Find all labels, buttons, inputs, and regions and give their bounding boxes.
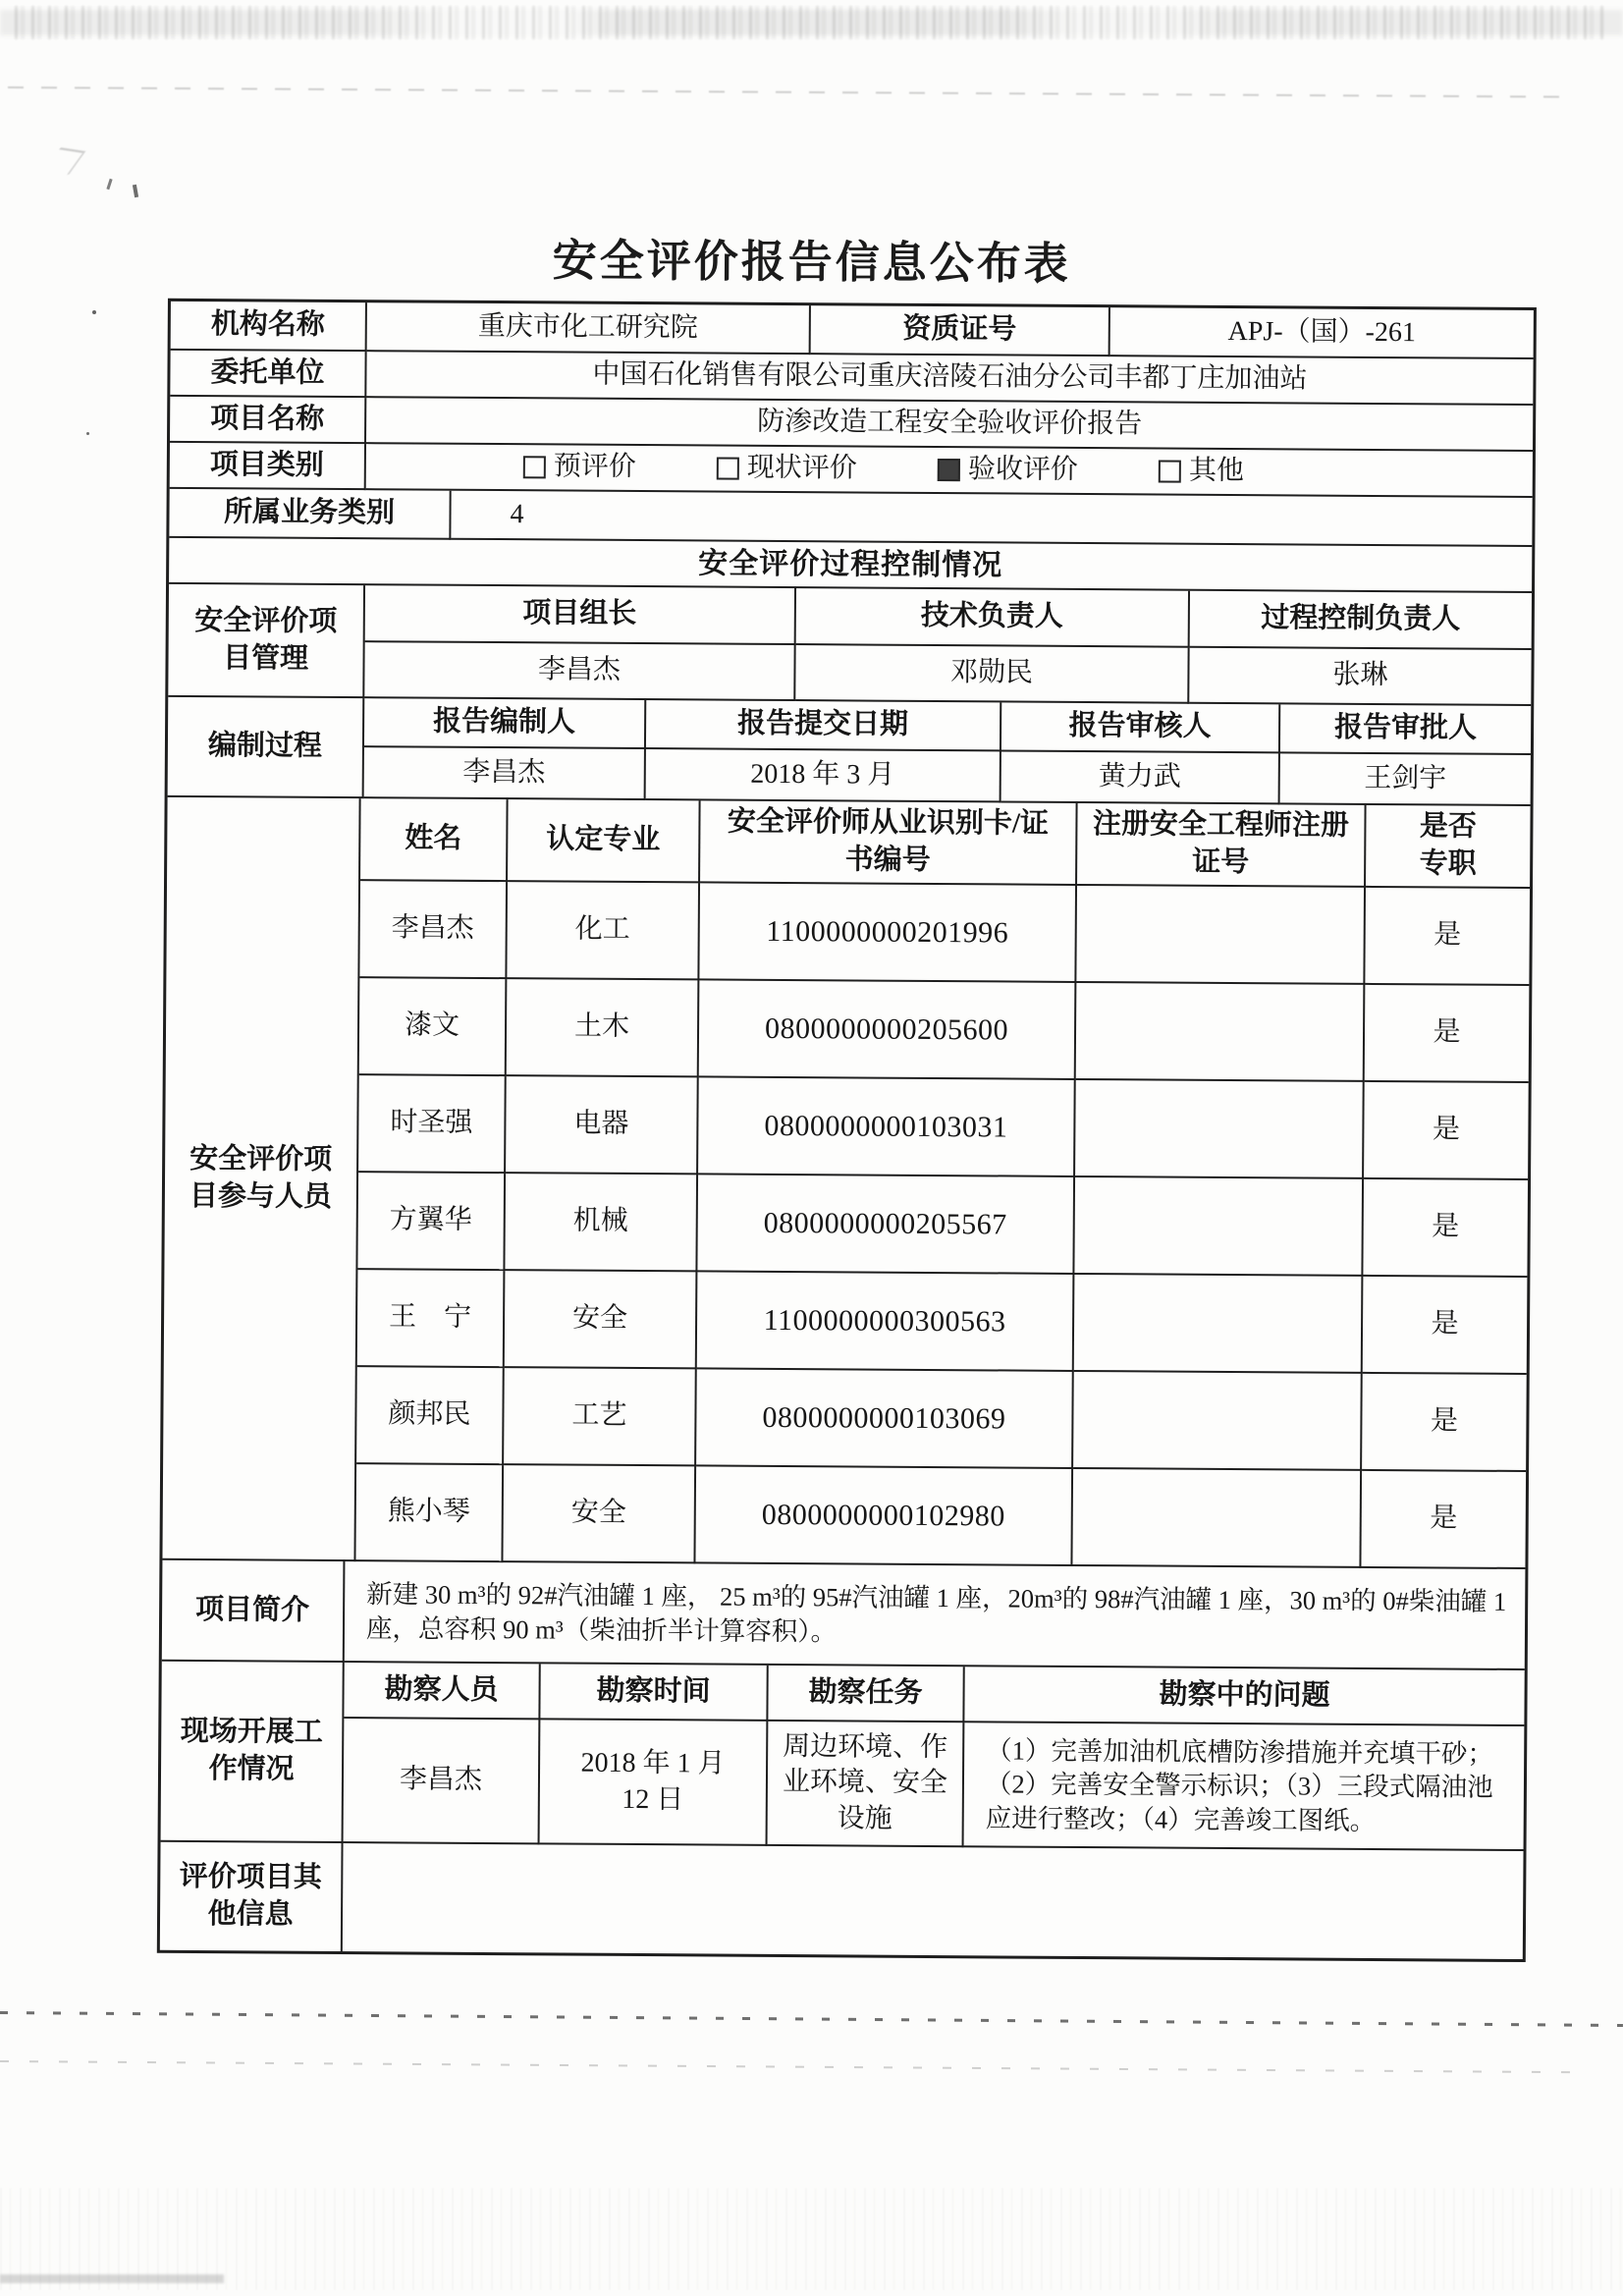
- checkbox-checked-icon: [938, 459, 960, 481]
- project-management-grid: [364, 585, 1532, 706]
- process-control-lead-header: 过程控制负责人: [1190, 591, 1532, 650]
- management-values-row: [364, 642, 1531, 706]
- compilation-grid: [364, 698, 1532, 806]
- safety-evaluation-form: [157, 299, 1537, 1962]
- participant-card-number: 0800000000103069: [696, 1369, 1074, 1469]
- col-name-header: 姓名: [360, 798, 509, 882]
- participant-reg-number: [1075, 1080, 1365, 1179]
- participant-reg-number: [1076, 886, 1366, 985]
- scan-noise-bottom: [0, 2188, 1623, 2290]
- participant-card-number: 0800000000102980: [695, 1466, 1073, 1566]
- ink-speck: [92, 310, 96, 314]
- option-pre-evaluation: [523, 450, 636, 486]
- participant-reg-number: [1074, 1177, 1364, 1277]
- report-author-value: 李昌杰: [364, 747, 646, 800]
- participant-name: 李昌杰: [359, 881, 508, 979]
- site-work-grid: [344, 1663, 1525, 1851]
- site-work-header-row: [344, 1663, 1524, 1726]
- report-reviewer-value: 黄力武: [1001, 751, 1280, 804]
- participant-card-number: 0800000000205567: [697, 1175, 1075, 1275]
- option-label: 验收评价: [967, 454, 1078, 486]
- survey-task-value: 周边环境、作业环境、安全设施: [768, 1722, 965, 1847]
- client-value: 中国石化销售有限公司重庆涪陵石油分公司丰都丁庄加油站: [366, 352, 1533, 406]
- checkbox-icon: [523, 456, 546, 478]
- participant-major: 机械: [505, 1174, 698, 1272]
- other-info-label: 评价项目其他信息: [160, 1842, 344, 1951]
- org-name-value: 重庆市化工研究院: [367, 302, 811, 355]
- participants-label: 安全评价项目参与人员: [162, 797, 360, 1561]
- participant-name: 颜邦民: [356, 1367, 505, 1465]
- participant-row: [356, 1367, 1527, 1472]
- org-name-label: 机构名称: [171, 301, 367, 352]
- row-compilation-process: [168, 697, 1532, 806]
- participant-reg-number: [1073, 1372, 1363, 1471]
- option-label: 预评价: [553, 451, 636, 483]
- compilation-values-row: [364, 747, 1531, 806]
- participant-major: 土木: [507, 979, 700, 1077]
- project-leader-header: 项目组长: [365, 585, 796, 645]
- project-name-value: 防渗改造工程安全验收评价报告: [366, 398, 1533, 452]
- project-leader-value: 李昌杰: [364, 642, 795, 701]
- business-type-label: 所属业务类别: [169, 489, 451, 540]
- participant-name: 王 宁: [357, 1270, 506, 1368]
- survey-time-header: 勘察时间: [540, 1664, 768, 1722]
- ink-speck: [86, 432, 89, 435]
- form-sheet: [2, 0, 1623, 1931]
- participant-fulltime: 是: [1362, 1374, 1527, 1472]
- participant-major: 工艺: [504, 1368, 697, 1466]
- scan-noise-band-overlay: [0, 10, 1623, 35]
- survey-person-header: 勘察人员: [344, 1663, 540, 1720]
- col-major-header: 认定专业: [508, 799, 701, 883]
- report-author-header: 报告编制人: [364, 698, 646, 749]
- participant-row: [359, 978, 1530, 1083]
- option-label: 其他: [1188, 456, 1244, 487]
- ink-speck: [133, 185, 138, 197]
- participant-row: [359, 881, 1530, 986]
- participant-card-number: 1100000000201996: [699, 883, 1077, 983]
- compilation-header-row: [364, 698, 1531, 755]
- col-reg-header: 注册安全工程师注册证号: [1077, 803, 1367, 888]
- participant-major: 安全: [505, 1271, 698, 1369]
- tech-lead-value: 邓勋民: [795, 645, 1189, 704]
- tech-lead-header: 技术负责人: [796, 588, 1190, 648]
- project-category-options: [366, 444, 1533, 498]
- compilation-label: 编制过程: [168, 697, 365, 798]
- ink-speck: [106, 179, 112, 190]
- survey-time-value: 2018 年 1 月 12 日: [540, 1720, 769, 1846]
- row-business-type: [169, 489, 1532, 547]
- participant-row: [357, 1173, 1528, 1278]
- participant-major: 安全: [503, 1465, 696, 1563]
- survey-problems-header: 勘察中的问题: [964, 1667, 1524, 1726]
- cert-number-label: 资质证号: [811, 305, 1110, 356]
- project-category-label: 项目类别: [170, 443, 366, 490]
- participants-table: [355, 798, 1530, 1569]
- page-title: 安全评价报告信息公布表: [552, 236, 1071, 289]
- row-organization: [171, 301, 1534, 359]
- client-label: 委托单位: [170, 351, 366, 398]
- pencil-mark: [44, 147, 86, 175]
- participant-reg-number: [1076, 983, 1366, 1082]
- row-project-management: [168, 584, 1532, 706]
- perforation-dashed-line: [0, 2011, 1623, 2027]
- survey-problems-value: （1）完善加油机底槽防渗措施并充填干砂；（2）完善安全警示标识；（3）三段式隔油池应进行整改；（4）完善竣工图纸。: [964, 1722, 1525, 1851]
- report-approver-value: 王剑宇: [1280, 753, 1531, 806]
- participant-card-number: 0800000000103031: [698, 1077, 1076, 1177]
- participant-fulltime: 是: [1363, 1179, 1528, 1278]
- participant-row: [357, 1270, 1528, 1375]
- checkbox-icon: [717, 458, 739, 480]
- project-management-label: 安全评价项目管理: [168, 584, 365, 698]
- col-card-header: 安全评价师从业识别卡/证书编号: [700, 800, 1078, 886]
- other-info-value: [343, 1843, 1524, 1959]
- participant-major: 电器: [506, 1076, 699, 1175]
- cert-number-value: APJ-（国）-261: [1110, 307, 1534, 359]
- participant-fulltime: 是: [1363, 1277, 1528, 1375]
- survey-person-value: 李昌杰: [344, 1719, 541, 1844]
- participant-name: 熊小琴: [355, 1464, 504, 1562]
- project-name-label: 项目名称: [170, 397, 366, 444]
- row-project-intro: [162, 1560, 1526, 1670]
- perforation-dashed-line-faint: [0, 2060, 1571, 2073]
- row-site-work: [161, 1662, 1525, 1851]
- project-intro-label: 项目简介: [162, 1560, 346, 1663]
- option-acceptance-evaluation: [938, 452, 1078, 488]
- participant-fulltime: 是: [1365, 985, 1530, 1083]
- project-intro-text: 新建 30 m³的 92#汽油罐 1 座， 25 m³的 95#汽油罐 1 座，20m³的 98#汽油罐 1 座，30 m³的 0#柴油罐 1 座，总容积 90 m³（柴油折半计算容积）。: [345, 1561, 1526, 1670]
- participant-row: [358, 1075, 1529, 1180]
- scan-noise-band: [15, 6, 1605, 39]
- option-other: [1159, 454, 1244, 490]
- row-other-info: [160, 1842, 1524, 1959]
- participant-name: 时圣强: [358, 1075, 507, 1174]
- checkbox-icon: [1159, 460, 1181, 482]
- site-work-label: 现场开展工作情况: [161, 1662, 345, 1843]
- option-label: 现状评价: [746, 453, 857, 484]
- business-type-value: 4: [451, 491, 1532, 547]
- process-control-lead-value: 张琳: [1189, 648, 1531, 706]
- survey-task-header: 勘察任务: [768, 1666, 964, 1722]
- process-control-section-title: 安全评价过程控制情况: [169, 538, 1532, 593]
- col-fulltime-header: 是否专职: [1366, 805, 1531, 889]
- participant-row: [355, 1464, 1526, 1569]
- report-date-header: 报告提交日期: [646, 700, 1001, 751]
- participant-fulltime: 是: [1364, 1082, 1529, 1180]
- option-status-evaluation: [717, 451, 857, 487]
- participant-fulltime: 是: [1361, 1471, 1526, 1569]
- report-date-value: 2018 年 3 月: [646, 749, 1001, 802]
- row-participants: [162, 797, 1530, 1569]
- participant-reg-number: [1074, 1275, 1364, 1374]
- scan-broken-line: [8, 86, 1559, 98]
- participant-reg-number: [1072, 1469, 1362, 1568]
- participant-name: 方翼华: [357, 1173, 506, 1271]
- management-header-row: [365, 585, 1532, 650]
- participant-card-number: 0800000000205600: [699, 980, 1077, 1080]
- report-reviewer-header: 报告审核人: [1001, 702, 1280, 753]
- participant-name: 漆文: [359, 978, 508, 1076]
- participant-fulltime: 是: [1365, 888, 1530, 986]
- participant-card-number: 1100000000300563: [697, 1272, 1075, 1372]
- participants-header-row: [360, 798, 1531, 889]
- scan-smudge: [0, 2274, 224, 2283]
- site-work-values-row: [344, 1719, 1525, 1851]
- participant-major: 化工: [507, 882, 700, 980]
- report-approver-header: 报告审批人: [1280, 704, 1531, 755]
